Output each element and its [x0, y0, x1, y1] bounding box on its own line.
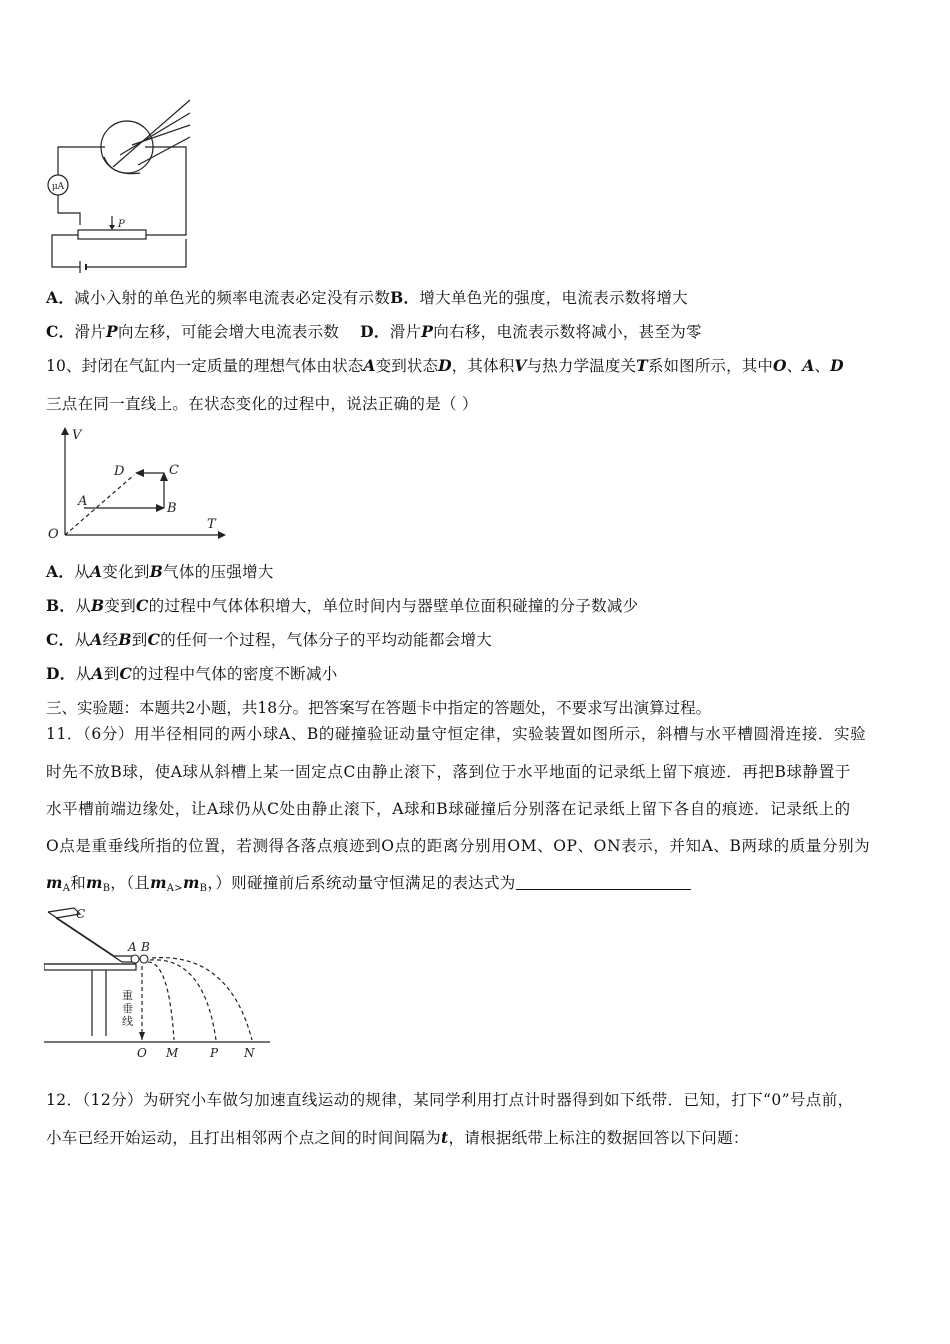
- option-text: 从: [74, 631, 91, 649]
- q10-option-d: [46, 662, 338, 684]
- option-var: B: [118, 630, 132, 649]
- option-var: C: [147, 630, 161, 649]
- q11-line-1: 11．（6分）用半径相同的两小球A、B的碰撞验证动量守恒定律，实验装置如图所示，斜槽与水平槽圆滑连接．实验: [46, 725, 867, 743]
- option-text: 到: [103, 665, 120, 683]
- slider-label: P: [118, 219, 125, 230]
- option-var: B: [91, 596, 105, 615]
- q9-option-a-text: 减小入射的单色光的频率电流表必定没有示数: [74, 289, 391, 307]
- q10-var: D: [830, 356, 844, 375]
- option-text: 的过程中气体的密度不断减小: [132, 665, 338, 683]
- q10-var: A: [363, 356, 376, 375]
- q10-text: 、: [786, 357, 803, 375]
- q9-option-ab-line: [46, 286, 688, 308]
- point-a-label: A: [78, 494, 88, 509]
- option-text: 气体的压强增大: [163, 563, 274, 581]
- q10-var: D: [438, 356, 452, 375]
- axis-y-label: V: [72, 428, 82, 443]
- q10-option-c: [46, 628, 492, 650]
- mass-a-subscript: A>: [166, 883, 183, 894]
- q10-option-a: [46, 560, 274, 582]
- option-text: 经: [102, 631, 119, 649]
- q9-option-d-text-1: 滑片: [389, 323, 422, 341]
- plumb-line-char: 线: [122, 1015, 133, 1028]
- mass-b-subscript: B: [199, 883, 208, 894]
- plumb-line-char: 垂: [122, 1002, 133, 1015]
- q10-text: 、: [814, 357, 831, 375]
- time-var: t: [441, 1128, 449, 1147]
- option-text: 从: [75, 597, 92, 615]
- mass-a-subscript: A: [62, 883, 71, 894]
- plumb-line-char: 重: [122, 989, 133, 1002]
- point-c-label: C: [76, 907, 86, 921]
- q9-option-c-text-2: 向左移，可能会增大电流表示数: [118, 323, 340, 341]
- point-o-label: O: [137, 1046, 147, 1060]
- option-var: C: [119, 664, 133, 683]
- option-var: C: [136, 596, 149, 615]
- microammeter-label: μA: [51, 182, 65, 192]
- option-var: A: [90, 630, 103, 649]
- q10-var: T: [636, 356, 648, 375]
- q11-line-3: 水平槽前端边缘处，让A球仍从C处由静止滚下，A球和B球碰撞后分别落在记录纸上留下各自的痕迹．记录纸上的: [46, 800, 851, 818]
- q9-option-d-label: D．: [360, 322, 390, 341]
- option-text: 从: [74, 563, 90, 581]
- q9-option-c-var: P: [106, 322, 119, 341]
- text: 和: [70, 874, 87, 892]
- option-label: B．: [46, 596, 76, 615]
- q10-text: 10、封闭在气缸内一定质量的理想气体由状态: [46, 357, 364, 375]
- q10-option-b: [46, 594, 638, 616]
- q10-text: 系如图所示，其中: [647, 357, 774, 375]
- option-var: A: [91, 664, 104, 683]
- mass-a-symbol: m: [150, 873, 167, 892]
- text: ，请根据纸带上标注的数据回答以下问题：: [448, 1129, 749, 1147]
- q10-text: 变到状态: [375, 357, 439, 375]
- q9-option-b-text: 增大单色光的强度，电流表示数将增大: [419, 289, 688, 307]
- q9-option-cd-line: [46, 320, 702, 342]
- point-d-label: D: [114, 464, 125, 479]
- q10-text: 与热力学温度关: [526, 357, 637, 375]
- q10-var: V: [514, 356, 527, 375]
- point-c-label: C: [169, 463, 179, 478]
- origin-label: O: [48, 527, 59, 542]
- option-text: 变到: [104, 597, 137, 615]
- text: ，（且: [110, 874, 151, 892]
- q11-line-4: O点是重垂线所指的位置，若测得各落点痕迹到O点的距离分别用OM、OP、ON表示，并知A、B两球的质量分别为: [46, 837, 871, 855]
- point-n-label: N: [244, 1046, 255, 1060]
- q11-line-5: [46, 871, 691, 894]
- q11-line-2: 时先不放B球，使A球从斜槽上某一固定点C由静止滚下，落到位于水平地面的记录纸上留下痕迹．再把B球静置于: [46, 763, 851, 781]
- option-label: C．: [46, 630, 75, 649]
- text: 小车已经开始运动，且打出相邻两个点之间的时间间隔为: [46, 1129, 442, 1147]
- option-text: 变化到: [102, 563, 150, 581]
- axis-x-label: T: [207, 517, 216, 532]
- photoelectric-circuit-figure: [40, 95, 200, 275]
- q12-line-2: [46, 1126, 749, 1148]
- q12-line-1: 12．（12分）为研究小车做匀加速直线运动的规律，某同学利用打点计时器得到如下纸带．已知，打下“0”号点前，: [46, 1091, 854, 1109]
- point-b-label: B: [167, 501, 177, 516]
- ball-b-label: B: [141, 940, 150, 954]
- text: ，）则碰撞前后系统动量守恒满足的表达式为: [207, 874, 516, 892]
- q9-option-b-label: B．: [390, 288, 420, 307]
- option-text: 的任何一个过程，气体分子的平均动能都会增大: [160, 631, 493, 649]
- option-text: 到: [131, 631, 148, 649]
- q10-stem-line-1: [46, 354, 844, 376]
- point-p-label: P: [210, 1046, 219, 1060]
- q10-stem-line-2: 三点在同一直线上。在状态变化的过程中，说法正确的是（ ）: [46, 395, 478, 413]
- option-text: 从: [75, 665, 92, 683]
- section-3-heading: 三、实验题：本题共2小题，共18分。把答案写在答题卡中指定的答题处，不要求写出演算过程。: [46, 699, 712, 717]
- mass-a-symbol: m: [46, 873, 63, 892]
- mass-b-symbol: m: [182, 873, 200, 892]
- q9-option-c-label: C．: [46, 322, 75, 341]
- option-label: A．: [46, 562, 75, 581]
- answer-blank[interactable]: [516, 875, 691, 890]
- q9-option-d-text-2: 向右移，电流表示数将减小，甚至为零: [433, 323, 702, 341]
- mass-b-subscript: B: [102, 883, 111, 894]
- q10-var: O: [773, 356, 787, 375]
- q10-var: A: [802, 356, 815, 375]
- mass-b-symbol: m: [86, 873, 103, 892]
- option-text: 的过程中气体体积增大，单位时间内与器壁单位面积碰撞的分子数减少: [148, 597, 639, 615]
- q9-option-a-label: A．: [46, 288, 75, 307]
- option-var: A: [89, 562, 103, 581]
- option-label: D．: [46, 664, 76, 683]
- collision-apparatus-figure: [44, 900, 274, 1065]
- vt-graph-figure: [44, 425, 234, 545]
- q9-option-d-var: P: [421, 322, 434, 341]
- option-var: B: [149, 562, 164, 581]
- point-m-label: M: [166, 1046, 179, 1060]
- q9-option-c-text-1: 滑片: [74, 323, 107, 341]
- ball-a-label: A: [128, 940, 137, 954]
- q10-text: ，其体积: [451, 357, 515, 375]
